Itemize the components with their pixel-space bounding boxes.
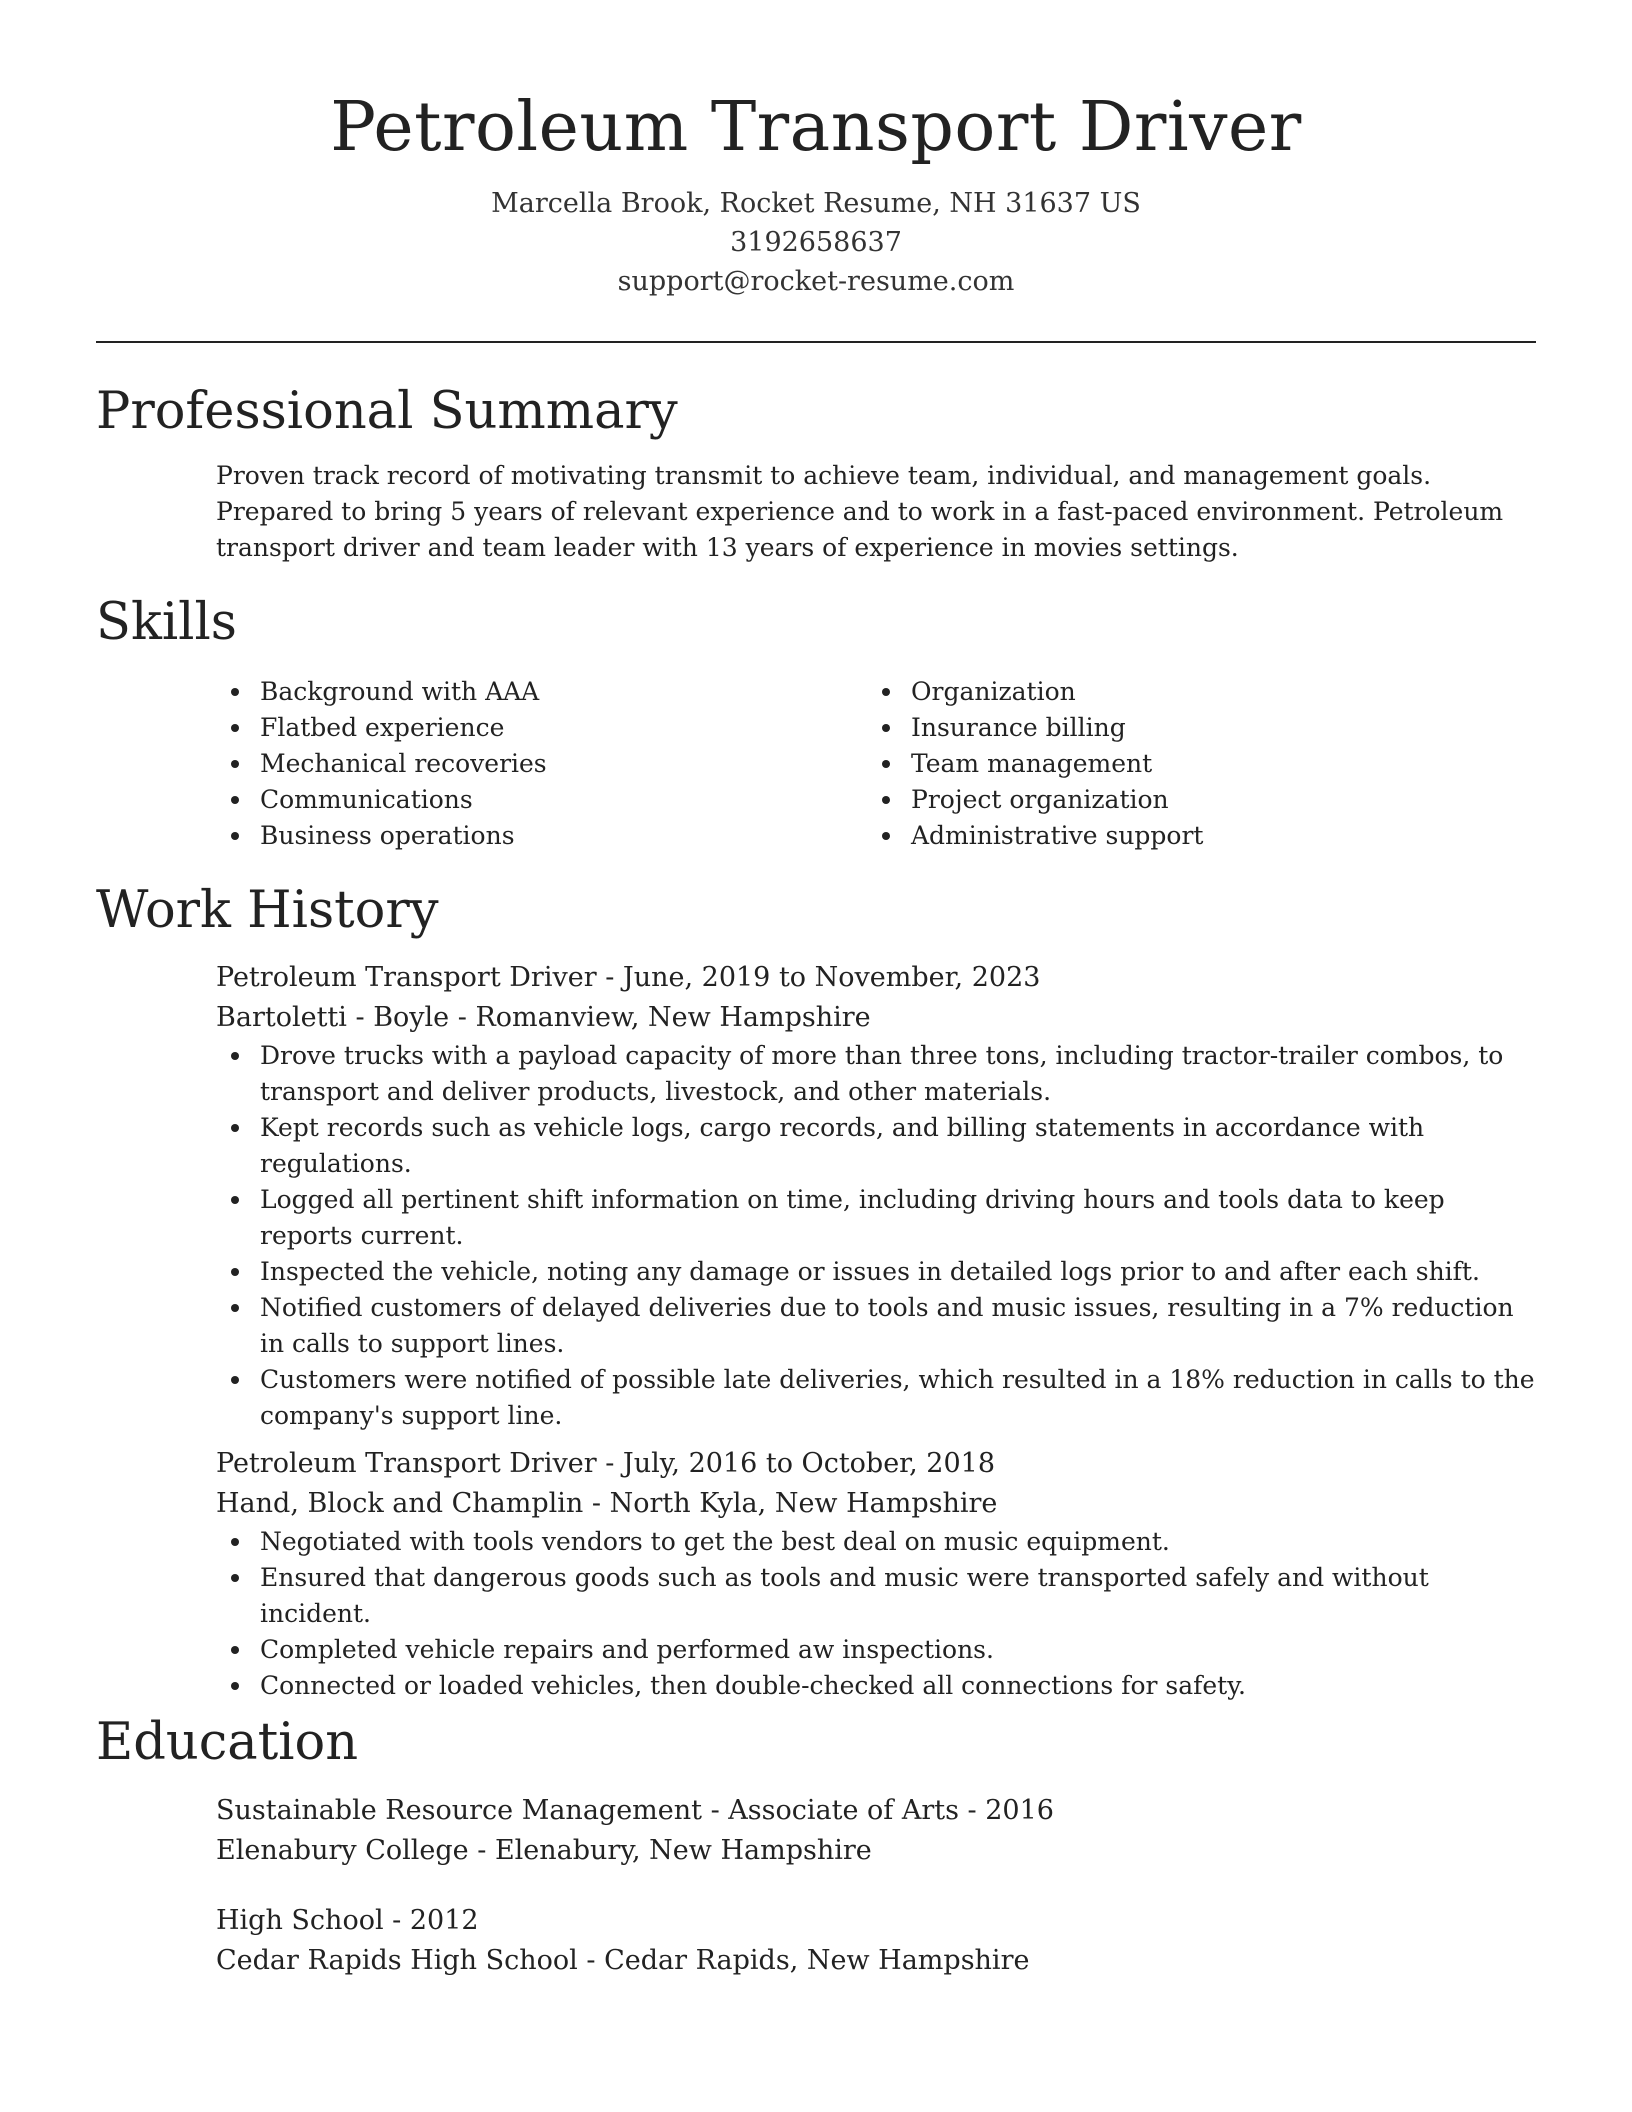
job-location: - Romanview, New Hampshire (449, 1002, 871, 1033)
education-school: Elenabury College (216, 1835, 469, 1866)
list-item: Insurance billing (867, 710, 1507, 746)
job-position: Petroleum Transport Driver (216, 1448, 597, 1479)
contact-phone: 3192658637 (730, 227, 902, 258)
job-duties-list (216, 1524, 1536, 1704)
contact-email: support@rocket-resume.com (617, 266, 1015, 297)
contact-address: Marcella Brook, Rocket Resume, NH 31637 US (491, 188, 1141, 219)
job-entry-2 (216, 1444, 1536, 1704)
page-title: Petroleum Transport Driver (330, 88, 1302, 167)
education-school-line (216, 1941, 1536, 1981)
education-location: - Elenabury, New Hampshire (468, 1835, 872, 1866)
education-school-line (216, 1831, 1536, 1871)
job-duties-list (216, 1038, 1536, 1434)
education-entry-2 (216, 1901, 1536, 1981)
list-item: Flatbed experience (216, 710, 856, 746)
list-item: Organization (867, 674, 1507, 710)
job-dates: - June, 2019 to November, 2023 (596, 962, 1041, 993)
contact-info (0, 184, 1632, 301)
list-item: Drove trucks with a payload capacity of more than three tons, including tractor-trailer combos, to transport and deliver products, livestock, and other materials. (216, 1038, 1536, 1110)
list-item: Business operations (216, 818, 856, 854)
education-degree: Sustainable Resource Management - Associate of Arts - 2016 (216, 1795, 1054, 1826)
education-entry-1 (216, 1791, 1536, 1871)
list-item: Team management (867, 746, 1507, 782)
job-title-line (216, 958, 1536, 998)
section-title-skills: Skills (96, 593, 237, 652)
section-title-work-history: Work History (96, 881, 439, 940)
list-item: Completed vehicle repairs and performed aw inspections. (216, 1632, 1536, 1668)
summary-text: Proven track record of motivating transmit to achieve team, individual, and management goals. Prepared to bring 5 years of relevant experience and to work in a fast-paced environment. Petroleum transport driver and team leader with 13 years of experience in movies settings. (216, 461, 1504, 562)
job-employer-line (216, 1484, 1536, 1524)
list-item: Customers were notified of possible late deliveries, which resulted in a 18% reduction in calls to the company's support line. (216, 1362, 1536, 1434)
education-degree: High School - 2012 (216, 1905, 479, 1936)
job-dates: - July, 2016 to October, 2018 (596, 1448, 996, 1479)
list-item: Notified customers of delayed deliveries due to tools and music issues, resulting in a 7% reduction in calls to support lines. (216, 1290, 1536, 1362)
job-employer-line (216, 998, 1536, 1038)
list-item: Administrative support (867, 818, 1507, 854)
header-divider (96, 341, 1536, 343)
skills-column-right (867, 674, 1507, 854)
resume-header (0, 82, 1632, 301)
education-school: Cedar Rapids High School (216, 1945, 578, 1976)
list-item: Ensured that dangerous goods such as tools and music were transported safely and without incident. (216, 1560, 1536, 1632)
job-employer: Bartoletti - Boyle (216, 1002, 450, 1033)
list-item: Logged all pertinent shift information on time, including driving hours and tools data to keep reports current. (216, 1182, 1536, 1254)
section-title-summary: Professional Summary (96, 382, 678, 441)
list-item: Kept records such as vehicle logs, cargo records, and billing statements in accordance with regulations. (216, 1110, 1536, 1182)
education-location: - Cedar Rapids, New Hampshire (577, 1945, 1030, 1976)
list-item: Communications (216, 782, 856, 818)
list-item: Connected or loaded vehicles, then double-checked all connections for safety. (216, 1668, 1536, 1704)
list-item: Negotiated with tools vendors to get the best deal on music equipment. (216, 1524, 1536, 1560)
skills-list-left (216, 674, 856, 854)
section-title-education: Education (96, 1713, 359, 1772)
list-item: Project organization (867, 782, 1507, 818)
job-location: - North Kyla, New Hampshire (583, 1488, 998, 1519)
job-entry-1 (216, 958, 1536, 1434)
list-item: Background with AAA (216, 674, 856, 710)
skills-list-right (867, 674, 1507, 854)
skills-column-left (216, 674, 856, 854)
job-employer: Hand, Block and Champlin (216, 1488, 584, 1519)
job-position: Petroleum Transport Driver (216, 962, 597, 993)
list-item: Mechanical recoveries (216, 746, 856, 782)
job-title-line (216, 1444, 1536, 1484)
list-item: Inspected the vehicle, noting any damage or issues in detailed logs prior to and after each shift. (216, 1254, 1536, 1290)
